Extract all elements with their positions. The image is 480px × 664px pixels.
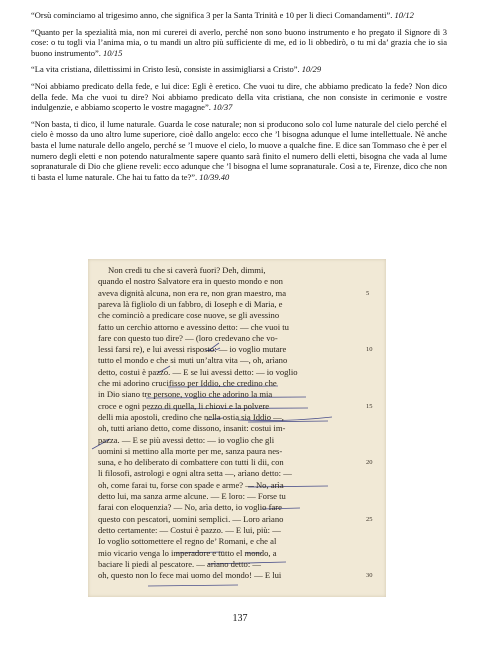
quote-text: “Orsù cominciamo al trigesimo anno, che significa 3 per la Santa Trinità e 10 per li dieci Comandamenti”. [31, 10, 395, 20]
scan-text-line: che mi adorino crucifisso per Iddio, che credino che [98, 378, 277, 388]
scan-text-line: detto lui, ma sanza arme alcune. — E loro: — Forse tu [98, 491, 286, 501]
scan-text-line: mio vicario venga lo imperadore e tutto el mondo, a [98, 547, 277, 558]
scanned-book-excerpt [88, 259, 386, 597]
quote-reference: 10/37 [212, 102, 233, 113]
scan-text-line: oh, questo non lo fece mai uomo del mondo! — E lui [98, 570, 282, 581]
pen-underline [148, 585, 238, 586]
scan-text-line: pazza. — E se più avessi detto: — io voglio che gli [98, 434, 275, 445]
scan-text-line: croce e ogni pezzo di quella, li chiovi e la polvere [98, 400, 270, 411]
line-number: 25 [366, 515, 373, 523]
quote-text: “Quanto per la spezialità mia, non mi curerei di averlo, perché non sono buono instrumento e ho pregato il Signore di 3 cose: o tu togli via l’anima mia, o tu mandi un altro più sufficiente di me, ed io li obbedirò, o tu mi da’ grazia che io sia buono instrumento”. [31, 26, 447, 58]
scan-text-line: pareva là figliolo di un fabbro, di Ioseph e di Maria, e [98, 298, 283, 309]
scan-text-line: quando el nostro Salvatore era in questo mondo e non [98, 276, 283, 287]
quote-reference: 10/29 [301, 64, 322, 75]
quote-paragraph [31, 27, 447, 59]
quote-reference: 10/12 [394, 10, 414, 20]
scan-text-line: fatto un cerchio attorno e avessino detto: — che vuoi tu [98, 321, 289, 332]
scan-text-line: fare con questo tuo dire? — (loro credevano che vo- [98, 332, 278, 343]
scan-text-line: questo con pescatori, uomini semplici. — Loro arìano [98, 513, 284, 524]
quote-paragraph [31, 64, 447, 75]
scan-text-line: detto, costui è pazzo. — E se lui avessi detto: — io voglio [98, 366, 298, 377]
line-number: 5 [366, 289, 370, 297]
scan-text-line: delli mia apostoli, credino che nella ostia sia Iddio —, [98, 411, 284, 422]
quote-paragraph [31, 10, 447, 21]
quote-reference: 10/15 [103, 47, 123, 58]
scan-text-line: farai con eloquenzia? — No, arìa detto, io voglio fare [98, 502, 282, 513]
quote-text: “La vita cristiana, dilettissimi in Cristo Iesù, consiste in assimigliarsi a Cristo”. [31, 64, 302, 75]
scan-text-line: Io voglio sottomettere el regno de’ Romani, e che al [98, 536, 277, 547]
scan-text-line: tutto el mondo e che si muti un’altra vita —, oh, arìano [98, 355, 288, 366]
line-number: 30 [366, 572, 373, 580]
scan-text-line: baciare li piedi al pescatore. — arìano detto: — [98, 558, 261, 569]
scan-text-line: suna, e ho deliberato di combattere con tutti li dii, con [98, 457, 284, 468]
quotes-section [31, 10, 447, 188]
scan-text-line: oh, tutti arìano detto, come dissono, insanit: costui im- [98, 423, 286, 434]
quote-paragraph [31, 119, 447, 183]
scan-text-line: detto certamente: — Costui è pazzo. — E lui, più: — [98, 524, 281, 535]
scan-text-line: oh, come farai tu, forse con spade e arme? — No, arìa [98, 479, 284, 490]
line-number: 10 [366, 346, 373, 354]
quote-text: “Non basta, ti dico, il lume naturale. Guarda le cose naturale; non si producono solo col lume naturale del cielo perché el cielo è mosso da uno altro lume superiore, cioè dallo angelo: ecco che ’l bisogna adunque el lume intellettuale. Nè anche basta el lume naturale dello angelo, perché se ’l muove el cielo, lo muove a qualche fine. E dice san Tommaso che è per el numero degli eletti e non potendo naturalmente sapere quanto sarà finito el numero delli eletti, bisogna che vada al lume sopranaturale di Dio che gliene reveli: ecco adunque che ’l bisogna el lume sopranaturale. Così a te, Firenze, dico che non ti basta el lume naturale. Che hai tu fatto da te?”. [31, 118, 447, 182]
quote-text: “Noi abbiamo predicato della fede, e lui dice: Egli è eretico. Che vuoi tu dire, che abbiamo predicato la fede? Non dico della fede. Ma che vuoi tu dire? Noi abbiamo predicato della vita cristiana, che non consiste in cerimonie e vostre indulgenzie, e abbiamo scoperto le vostre magagne”. [31, 80, 447, 113]
line-number: 20 [366, 459, 373, 467]
scan-text-line: li filosofi, astrologi e ogni altra setta —, arìano detto: — [98, 468, 292, 479]
scan-text-line: uomini si mettino alla morte per me, sanza paura nes- [98, 445, 283, 456]
quote-paragraph [31, 81, 447, 113]
quote-reference: 10/39.40 [199, 171, 230, 182]
scan-text-line: in Dio siano tre persone, voglio che adorino la mia [98, 389, 273, 400]
scan-text-line: che cominciò a predicare cose nuove, se gli avessino [98, 310, 280, 321]
scan-text-line: lessi farsi re), e lui avessi risposto: — io voglio mutare [98, 344, 287, 355]
page-number: 137 [232, 613, 248, 624]
scan-text-line: aveva dignità alcuna, non era re, non gran maestro, ma [98, 287, 287, 298]
scan-text-line: Non credi tu che si caverà fuori? Deh, dimmi, [108, 265, 266, 275]
line-number: 15 [366, 402, 373, 410]
